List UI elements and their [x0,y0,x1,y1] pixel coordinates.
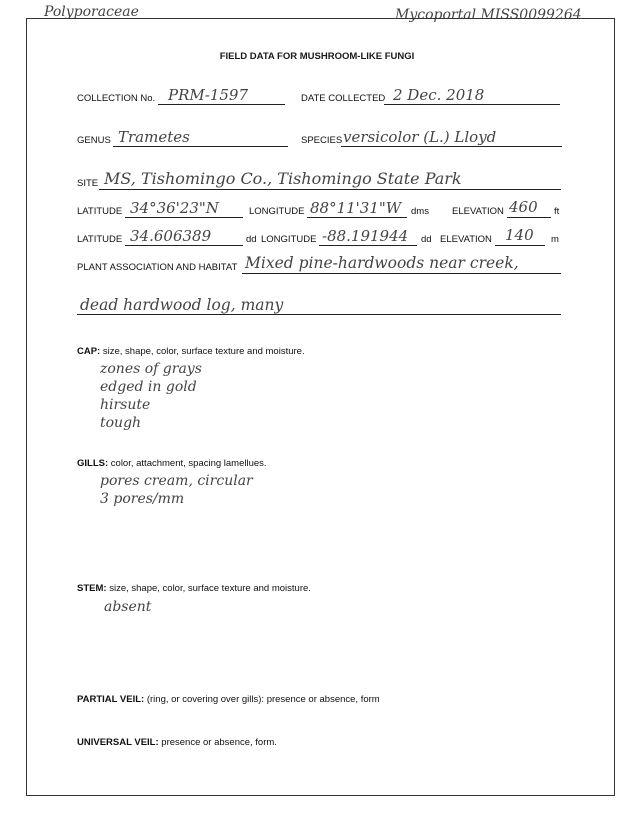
date-collected-value[interactable]: 2 Dec. 2018 [393,86,485,104]
gills-notes[interactable] [100,472,253,508]
genus-value[interactable]: Trametes [118,128,190,146]
dms-unit: dms [411,206,429,217]
longitude-dd-line [319,245,417,246]
family-annotation: Polyporaceae [44,4,139,20]
elevation-m-value[interactable]: 140 [505,226,534,244]
stem-prompt: size, shape, color, surface texture and moisture. [109,583,311,594]
site-value[interactable]: MS, Tishomingo Co., Tishomingo State Park [104,169,462,188]
latitude-dd-label: LATITUDE [77,234,123,245]
stem-note: absent [104,599,152,615]
habitat-label: PLANT ASSOCIATION AND HABITAT [77,262,238,273]
latitude-dd-value[interactable]: 34.606389 [130,227,212,245]
gills-heading: GILLS: [77,458,109,469]
form-title: FIELD DATA FOR MUSHROOM-LIKE FUNGI [219,51,415,62]
latitude-dd-line [125,245,243,246]
gills-prompt: color, attachment, spacing lamellues. [110,458,267,469]
latitude-dms-line [125,217,243,218]
longitude-dms-value[interactable]: 88°11'31"W [310,199,402,217]
date-collected-line [384,104,560,105]
stem-heading: STEM: [77,583,107,594]
species-line [341,146,562,147]
cap-heading: CAP: [77,346,101,357]
longitude-dms-label: LONGITUDE [249,206,305,217]
date-collected-label: DATE COLLECTED [301,93,386,104]
gills-section-heading [77,458,267,469]
partial-veil-heading: PARTIAL VEIL: [77,694,145,705]
elevation-ft-line [507,217,551,218]
cap-note: zones of grays [100,361,202,377]
habitat-value-1[interactable]: Mixed pine-hardwoods near creek, [245,254,519,272]
elevation-m-label: ELEVATION [440,234,492,245]
collection-no-line [158,104,285,105]
universal-veil-section-heading [77,737,277,748]
cap-note: tough [100,415,142,431]
gills-note: 3 pores/mm [100,491,185,507]
portal-id-annotation: Mycoportal MISS0099264 [395,7,582,23]
longitude-dd-label: LONGITUDE [261,234,317,245]
partial-veil-prompt: (ring, or covering over gills): presence or absence, form [146,694,380,705]
cap-section-heading [77,346,305,357]
species-value[interactable]: versicolor (L.) Lloyd [343,128,497,146]
site-line [99,189,561,190]
ft-unit: ft [554,206,560,217]
habitat-value-2[interactable]: dead hardwood log, many [80,296,284,314]
habitat-line-2 [77,314,561,315]
collection-no-label: COLLECTION No. [77,93,156,104]
site-label: SITE [77,178,99,189]
partial-veil-section-heading [77,694,380,705]
cap-prompt: size, shape, color, surface texture and moisture. [102,346,305,357]
universal-veil-prompt: presence or absence, form. [161,737,277,748]
elevation-ft-value[interactable]: 460 [509,198,538,216]
species-label: SPECIES [301,135,343,146]
elevation-ft-label: ELEVATION [452,206,504,217]
latitude-dms-label: LATITUDE [77,206,123,217]
latitude-dms-value[interactable]: 34°36'23"N [130,199,219,217]
cap-notes[interactable] [100,360,202,432]
dd-unit-2: dd [421,234,432,245]
genus-line [113,146,288,147]
dd-unit-1: dd [246,234,257,245]
cap-note: hirsute [100,397,151,413]
universal-veil-heading: UNIVERSAL VEIL: [77,737,159,748]
genus-label: GENUS [77,135,111,146]
collection-no-value[interactable]: PRM-1597 [168,86,248,104]
m-unit: m [551,234,559,245]
longitude-dd-value[interactable]: -88.191944 [322,227,409,245]
gills-note: pores cream, circular [100,473,253,489]
stem-section-heading [77,583,311,594]
habitat-line-1 [242,273,561,274]
stem-notes[interactable] [104,598,151,616]
longitude-dms-line [307,217,407,218]
cap-note: edged in gold [100,379,197,395]
elevation-m-line [495,245,545,246]
